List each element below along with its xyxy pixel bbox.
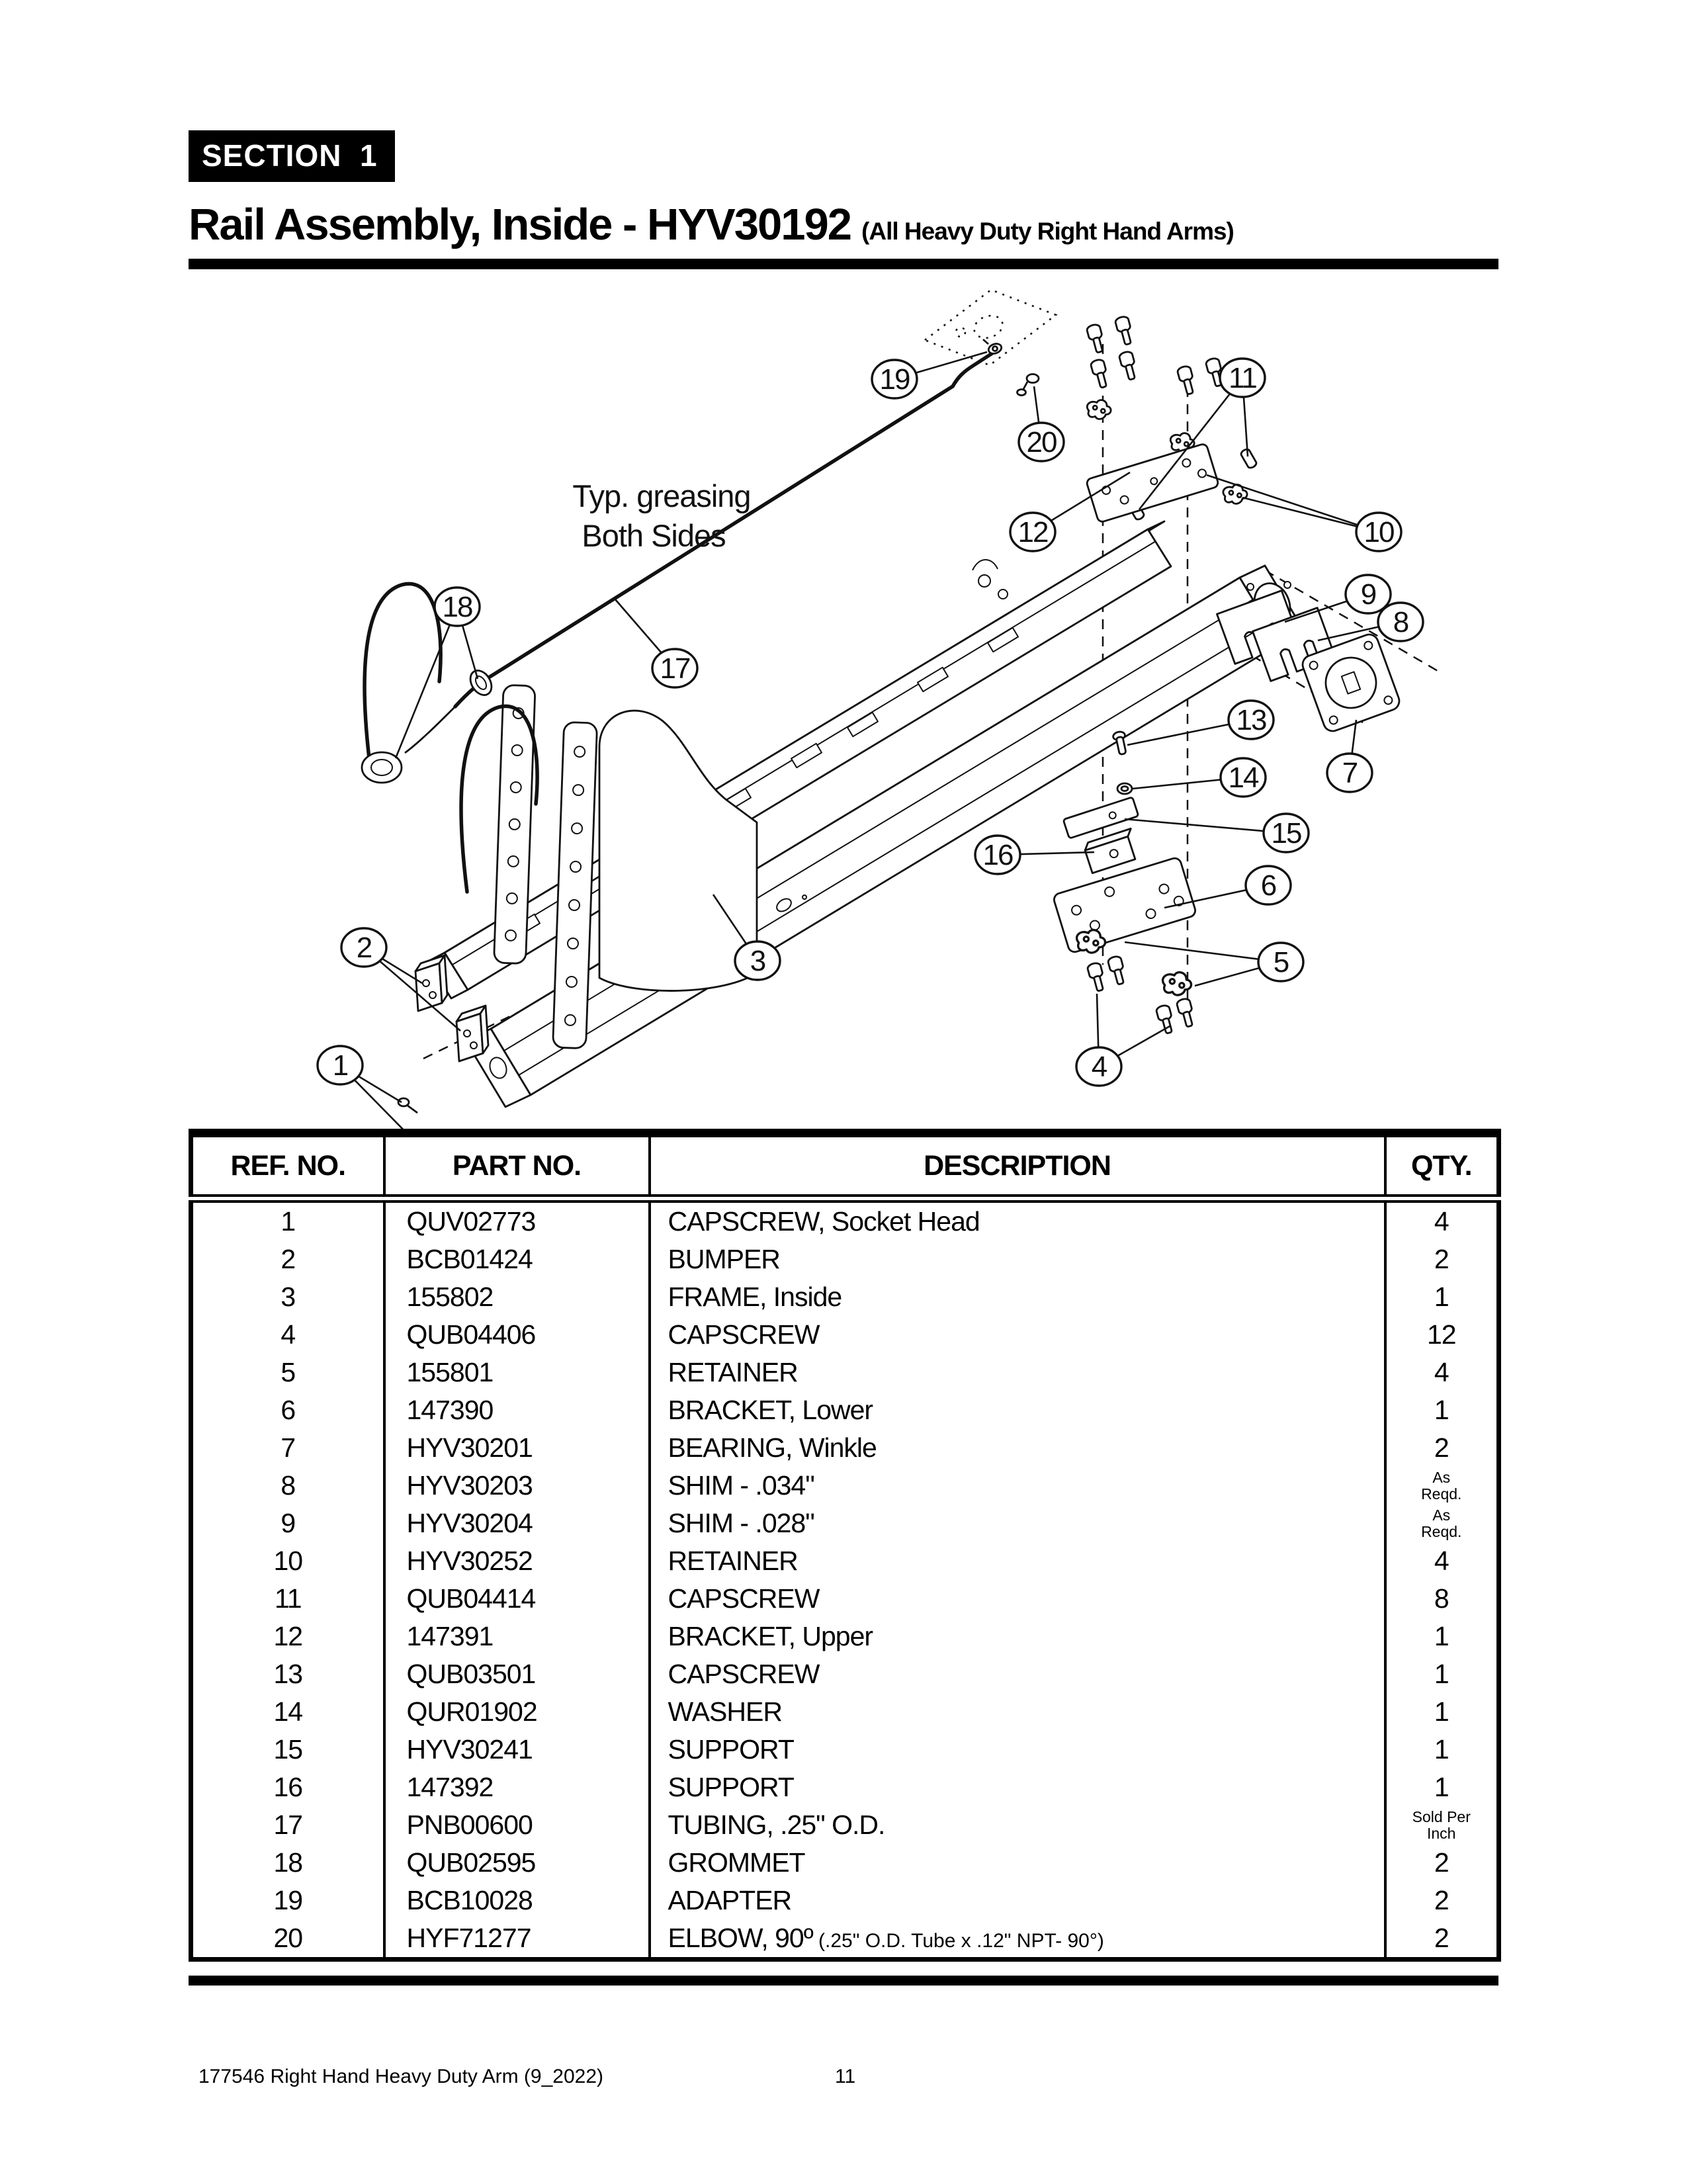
table-row <box>191 1241 1499 1278</box>
col-header-qty: QTY. <box>1385 1133 1499 1199</box>
bracket-12 <box>1086 443 1219 523</box>
cell-description: GROMMET <box>650 1844 1385 1882</box>
cell-part-no: 147390 <box>384 1391 650 1429</box>
cell-qty <box>1385 1505 1499 1542</box>
title-text: Rail Assembly, Inside - HYV30192 <box>189 200 851 249</box>
callout-20 <box>1019 386 1064 461</box>
callout-18 <box>396 588 480 758</box>
table-body <box>191 1199 1499 1960</box>
cell-ref-no: 10 <box>273 1546 303 1576</box>
cell-description: BEARING, Winkle <box>650 1429 1385 1467</box>
cell-description: CAPSCREW <box>650 1655 1385 1693</box>
table-row <box>191 1354 1499 1391</box>
col-header-part-no: PART NO. <box>384 1133 650 1199</box>
cell-part-no: QUB03501 <box>384 1655 650 1693</box>
cell-description: BUMPER <box>650 1241 1385 1278</box>
cell-qty: 2 <box>1385 1241 1499 1278</box>
cell-description: WASHER <box>650 1693 1385 1731</box>
cell-qty <box>1385 1806 1499 1844</box>
table-row <box>191 1199 1499 1241</box>
cell-qty: 8 <box>1385 1580 1499 1618</box>
cell-ref-no: 5 <box>281 1357 296 1387</box>
table-row <box>191 1542 1499 1580</box>
cell-ref-no: 9 <box>281 1508 296 1538</box>
cell-qty: 4 <box>1385 1199 1499 1241</box>
cell-ref-no: 18 <box>273 1847 303 1878</box>
cell-part-no: HYV30201 <box>384 1429 650 1467</box>
callout-number: 7 <box>1342 757 1358 789</box>
callout-1 <box>318 1046 411 1131</box>
cell-qty: 1 <box>1385 1655 1499 1693</box>
table-row <box>191 1693 1499 1731</box>
cell-description: BRACKET, Lower <box>650 1391 1385 1429</box>
cell-part-no: 147392 <box>384 1769 650 1806</box>
cell-qty: 2 <box>1385 1844 1499 1882</box>
capscrews-1 <box>398 1098 425 1131</box>
support-16 <box>1083 828 1140 873</box>
cell-qty: 1 <box>1385 1278 1499 1316</box>
callout-number: 12 <box>1017 516 1048 548</box>
cell-part-no: HYV30204 <box>384 1505 650 1542</box>
parts-table <box>189 1129 1501 1962</box>
table-row <box>191 1467 1499 1505</box>
callout-number: 9 <box>1360 578 1376 611</box>
callout-17 <box>615 599 697 687</box>
table-row <box>191 1731 1499 1769</box>
cell-qty: 1 <box>1385 1618 1499 1655</box>
cell-ref-no: 6 <box>281 1395 296 1425</box>
callout-number: 3 <box>750 945 765 977</box>
footer-page-number: 11 <box>835 2066 856 2087</box>
table-row <box>191 1806 1499 1844</box>
cell-qty: 1 <box>1385 1391 1499 1429</box>
greasing-note <box>572 478 750 553</box>
cell-part-no: PNB00600 <box>384 1806 650 1844</box>
title-rule <box>189 259 1498 269</box>
callout-19 <box>872 352 987 398</box>
table-row <box>191 1882 1499 1919</box>
cell-qty: 4 <box>1385 1354 1499 1391</box>
callout-number: 14 <box>1228 762 1258 794</box>
table-row <box>191 1618 1499 1655</box>
cell-description: RETAINER <box>650 1542 1385 1580</box>
note-line-1: Typ. greasing <box>572 478 751 513</box>
cell-description: CAPSCREW, Socket Head <box>650 1199 1385 1241</box>
cell-description: SHIM - .034" <box>650 1467 1385 1505</box>
qty-as-required: As Reqd. <box>1421 1506 1462 1540</box>
cell-part-no: QUR01902 <box>384 1693 650 1731</box>
cell-description: RETAINER <box>650 1354 1385 1391</box>
cell-ref-no: 17 <box>273 1810 303 1840</box>
cell-part-no: 155802 <box>384 1278 650 1316</box>
callout-5 <box>1125 942 1303 986</box>
page-title <box>189 199 1234 250</box>
cell-ref-no: 3 <box>281 1282 296 1312</box>
cell-ref-no: 14 <box>273 1696 303 1727</box>
callout-number: 15 <box>1271 817 1301 850</box>
callout-number: 1 <box>332 1049 348 1082</box>
cell-qty: 1 <box>1385 1731 1499 1769</box>
cell-qty: 4 <box>1385 1542 1499 1580</box>
cell-part-no: QUB04406 <box>384 1316 650 1354</box>
cell-part-no: BCB01424 <box>384 1241 650 1278</box>
callout-14 <box>1133 758 1266 797</box>
callout-number: 11 <box>1229 362 1256 394</box>
note-line-2: Both Sides <box>582 518 726 553</box>
table-row <box>191 1278 1499 1316</box>
cell-description: SHIM - .028" <box>650 1505 1385 1542</box>
callout-15 <box>1125 814 1309 852</box>
cell-part-no: QUV02773 <box>384 1199 650 1241</box>
cell-qty: 1 <box>1385 1769 1499 1806</box>
callout-number: 2 <box>356 932 372 964</box>
callout-number: 18 <box>442 591 472 623</box>
cell-description: FRAME, Inside <box>650 1278 1385 1316</box>
col-header-description: DESCRIPTION <box>650 1133 1385 1199</box>
cell-description: CAPSCREW <box>650 1316 1385 1354</box>
cell-description: BRACKET, Upper <box>650 1618 1385 1655</box>
table-row <box>191 1391 1499 1429</box>
cell-part-no: HYV30252 <box>384 1542 650 1580</box>
cell-part-no: HYV30203 <box>384 1467 650 1505</box>
table-row <box>191 1505 1499 1542</box>
cell-description: CAPSCREW <box>650 1580 1385 1618</box>
callout-16 <box>975 836 1094 874</box>
cell-description: TUBING, .25" O.D. <box>650 1806 1385 1844</box>
washer-14 <box>1117 783 1132 794</box>
cell-part-no: 155801 <box>384 1354 650 1391</box>
table-row <box>191 1316 1499 1354</box>
table-header <box>191 1133 1499 1199</box>
callout-4 <box>1076 994 1171 1086</box>
callout-number: 16 <box>982 839 1013 871</box>
cell-description: ELBOW, 90º (.25" O.D. Tube x .12" NPT- 90°) <box>650 1919 1385 1960</box>
cell-ref-no: 12 <box>273 1621 303 1651</box>
cell-ref-no: 7 <box>281 1432 296 1463</box>
callout-number: 6 <box>1260 869 1276 902</box>
callout-number: 8 <box>1393 606 1408 638</box>
cell-part-no: QUB02595 <box>384 1844 650 1882</box>
cell-description: SUPPORT <box>650 1731 1385 1769</box>
description-note: (.25" O.D. Tube x .12" NPT- 90°) <box>812 1930 1104 1952</box>
cell-part-no: QUB04414 <box>384 1580 650 1618</box>
cell-qty: 2 <box>1385 1882 1499 1919</box>
col-header-ref-no: REF. NO. <box>191 1133 384 1199</box>
cell-qty: 2 <box>1385 1919 1499 1960</box>
latch-detail <box>973 560 1008 599</box>
callout-number: 19 <box>879 363 910 396</box>
exploded-diagram <box>0 278 1687 1131</box>
cell-ref-no: 4 <box>281 1319 296 1350</box>
cell-ref-no: 13 <box>273 1659 303 1689</box>
table-row <box>191 1429 1499 1467</box>
table-row <box>191 1919 1499 1960</box>
cell-qty: 1 <box>1385 1693 1499 1731</box>
callout-number: 13 <box>1236 704 1266 736</box>
table-row <box>191 1769 1499 1806</box>
cell-ref-no: 16 <box>273 1772 303 1802</box>
cell-part-no: HYV30241 <box>384 1731 650 1769</box>
callout-number: 4 <box>1091 1051 1107 1083</box>
table-row <box>191 1580 1499 1618</box>
cell-qty <box>1385 1467 1499 1505</box>
cell-part-no: BCB10028 <box>384 1882 650 1919</box>
section-badge: SECTION 1 <box>189 130 395 182</box>
cell-ref-no: 11 <box>274 1583 302 1614</box>
cell-qty: 12 <box>1385 1316 1499 1354</box>
cell-qty: 2 <box>1385 1429 1499 1467</box>
callout-number: 17 <box>660 652 690 685</box>
qty-as-required: Sold Per Inch <box>1412 1808 1471 1842</box>
qty-as-required: As Reqd. <box>1421 1468 1462 1503</box>
left-straps <box>494 685 597 1049</box>
cell-ref-no: 1 <box>281 1206 296 1237</box>
cell-ref-no: 2 <box>281 1244 296 1274</box>
callout-number: 5 <box>1273 946 1289 979</box>
cell-description: ADAPTER <box>650 1882 1385 1919</box>
bottom-rule <box>189 1976 1498 1986</box>
cell-ref-no: 15 <box>273 1734 303 1765</box>
table-row <box>191 1844 1499 1882</box>
cell-ref-no: 8 <box>281 1470 296 1501</box>
cell-description: SUPPORT <box>650 1769 1385 1806</box>
cell-part-no: HYF71277 <box>384 1919 650 1960</box>
table-row <box>191 1655 1499 1693</box>
callout-number: 20 <box>1026 426 1057 459</box>
title-suffix: (All Heavy Duty Right Hand Arms) <box>861 218 1234 245</box>
callout-number: 10 <box>1363 516 1394 548</box>
cell-ref-no: 19 <box>273 1885 303 1915</box>
cell-part-no: 147391 <box>384 1618 650 1655</box>
cell-ref-no: 20 <box>273 1923 303 1953</box>
footer-doc-id: 177546 Right Hand Heavy Duty Arm (9_2022) <box>198 2066 604 2087</box>
frame-flange <box>599 711 757 990</box>
